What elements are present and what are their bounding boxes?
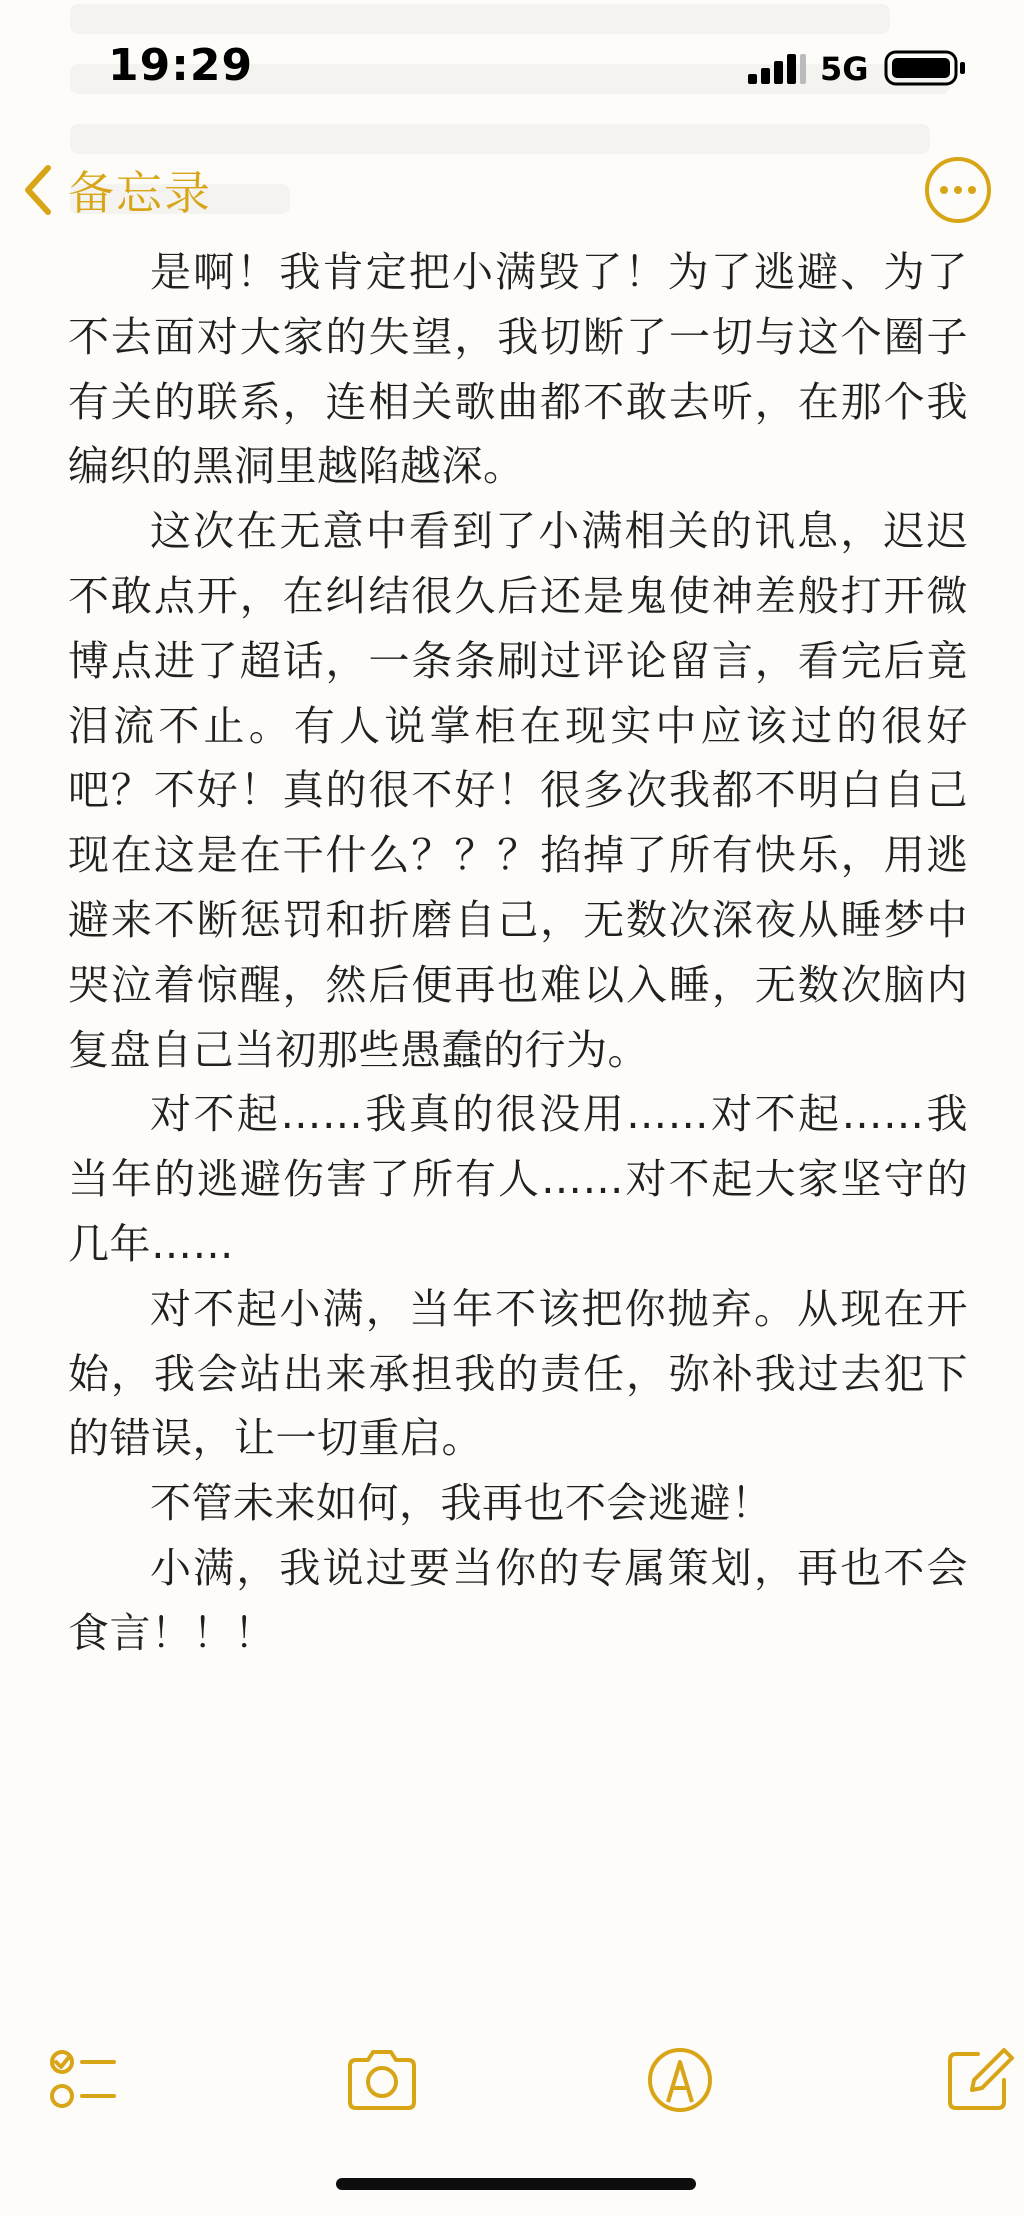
signal-icon: [748, 54, 808, 84]
nav-bar: [0, 140, 1024, 240]
battery-icon: [884, 48, 968, 88]
bottom-toolbar: [0, 2040, 1024, 2140]
compose-icon[interactable]: [938, 2040, 1018, 2120]
home-indicator[interactable]: [336, 2178, 696, 2190]
note-paragraph: 这次在无意中看到了小满相关的讯息，迟迟不敢点开，在纠结很久后还是鬼使神差般打开微博点进了超话，一条条刷过评论留言，看完后竟泪流不止。有人说掌柜在现实中应该过的很好吧？不好！真的很不好！很多次我都不明白自己现在这是在干什么？？？掐掉了所有快乐，用逃避来不断惩罚和折磨自己，无数次深夜从睡梦中哭泣着惊醒，然后便再也难以入睡，无数次脑内复盘自己当初那些愚蠢的行为。: [68, 507, 968, 1074]
status-bar: [0, 0, 1024, 140]
back-button[interactable]: [18, 150, 212, 230]
note-paragraph: 不管未来如何，我再也不会逃避！: [150, 1479, 773, 1528]
more-icon[interactable]: [922, 154, 994, 226]
network-label: 5G: [820, 50, 869, 88]
camera-icon[interactable]: [342, 2040, 422, 2120]
back-label: 备忘录: [68, 166, 212, 220]
status-time: 19:29: [108, 40, 254, 91]
note-paragraph: 对不起……我真的很没用……对不起……我当年的逃避伤害了所有人……对不起大家坚守的几年……: [68, 1090, 968, 1268]
chevron-left-icon: [18, 160, 58, 220]
note-paragraph: 是啊！我肯定把小满毁了！为了逃避、为了不去面对大家的失望，我切断了一切与这个圈子有关的联系，连相关歌曲都不敢去听，在那个我编织的黑洞里越陷越深。: [68, 248, 968, 491]
note-paragraph: 对不起小满，当年不该把你抛弃。从现在开始，我会站出来承担我的责任，弥补我过去犯下的错误，让一切重启。: [68, 1284, 968, 1463]
checklist-icon[interactable]: [42, 2040, 122, 2120]
markup-icon[interactable]: [640, 2040, 720, 2120]
note-body[interactable]: [68, 240, 968, 1666]
note-paragraph: 小满，我说过要当你的专属策划，再也不会食言！！！: [68, 1543, 968, 1657]
